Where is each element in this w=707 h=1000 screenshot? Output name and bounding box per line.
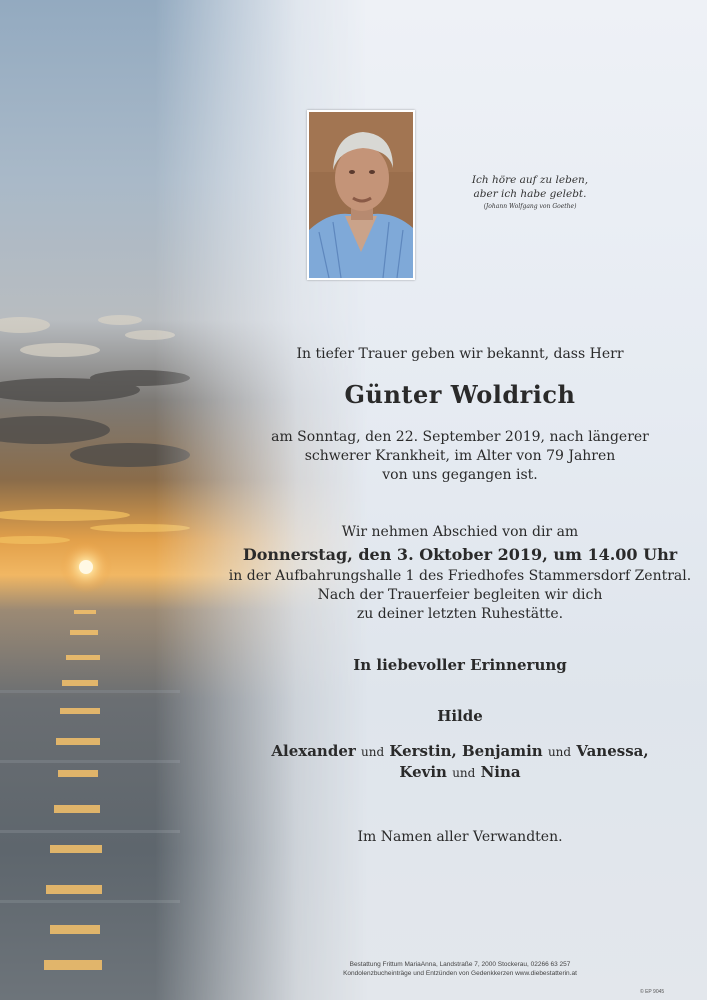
family-line-2 (200, 762, 707, 783)
and-word: und (452, 766, 476, 780)
funeral-line-3: zu deiner letzten Ruhestätte. (356, 606, 564, 622)
deceased-name: Günter Woldrich (344, 380, 576, 409)
template-code: © EP 9045 (640, 989, 665, 995)
funeral-home-footer (200, 960, 707, 978)
memory-heading: In liebevoller Erinnerung (353, 656, 567, 674)
quote-line-2: aber ich habe gelebt. (473, 188, 587, 200)
footer-website: Kondolenzbucheinträge und Entzünden von Gedenkkerzen www.diebestatterin.at (343, 970, 577, 977)
family-name: Kerstin, Benjamin (389, 742, 543, 760)
family-name: Vanessa, (576, 742, 649, 760)
and-word: und (361, 745, 385, 759)
footer-address: Bestattung Frittum MariaAnna, Landstraße 7, 2000 Stockerau, 02266 63 257 (349, 961, 571, 968)
announcement-text (200, 428, 707, 485)
funeral-date: Donnerstag, den 3. Oktober 2019, um 14.00 Uhr (242, 545, 678, 564)
announcement-lead: In tiefer Trauer geben wir bekannt, dass Herr (296, 346, 624, 362)
funeral-line-1: in der Aufbahrungshalle 1 des Friedhofes Stammersdorf Zentral. (228, 568, 692, 584)
funeral-details (200, 567, 707, 624)
family-name: Alexander (271, 742, 356, 760)
portrait-photo (307, 110, 415, 280)
announcement-line-2: schwerer Krankheit, im Alter von 79 Jahren (304, 448, 616, 464)
family-line-1 (200, 741, 707, 762)
goethe-quote (440, 173, 620, 211)
funeral-line-2: Nach der Trauerfeier begleiten wir dich (317, 587, 603, 603)
mourner-primary: Hilde (437, 707, 483, 725)
and-word: und (547, 745, 572, 759)
announcement-line-1: am Sonntag, den 22. September 2019, nach längerer (271, 429, 649, 445)
announcement-line-3: von uns gegangen ist. (382, 467, 538, 483)
family-name: Nina (480, 763, 521, 781)
farewell-intro: Wir nehmen Abschied von dir am (341, 524, 579, 540)
family-name: Kevin (399, 763, 447, 781)
relatives-line: Im Namen aller Verwandten. (357, 829, 563, 845)
quote-line-1: Ich höre auf zu leben, (471, 174, 589, 186)
quote-author: (Johann Wolfgang von Goethe) (483, 203, 577, 210)
mourner-family (200, 741, 707, 783)
